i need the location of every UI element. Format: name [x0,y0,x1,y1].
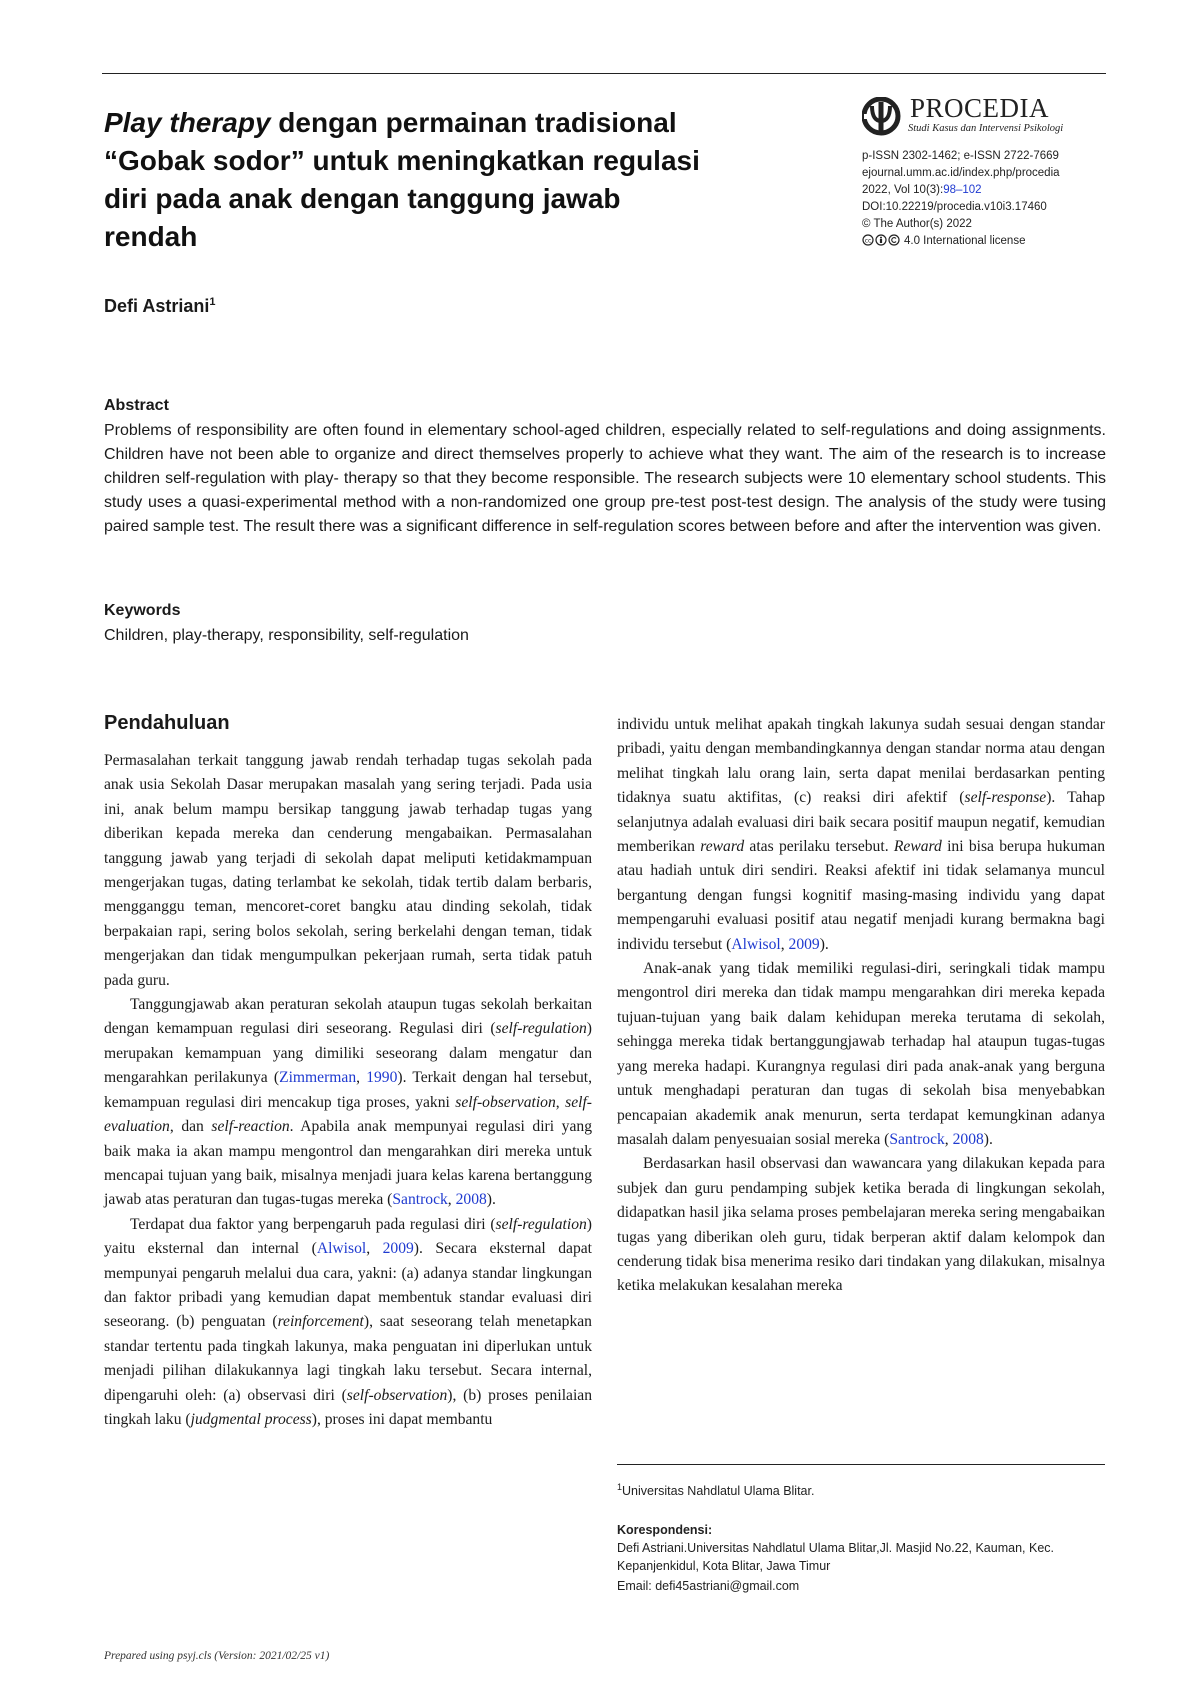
footnote-rule [617,1464,1105,1465]
doi[interactable]: DOI:10.22219/procedia.v10i3.17460 [862,201,1047,213]
paragraph-4: individu untuk melihat apakah tingkah lakunya sudah sesuai dengan standar pribadi, yaitu dengan membandingkannya dengan standar norma atau dengan melihat tingkah lalu orang lain, serta dapat menilai berdasarkan penting tidaknya suatu aktifitas, (c) reaksi diri afektif (self-response). Tahap selanjutnya adalah evaluasi diri baik secara positif maupun negatif, kemudian memberikan reward atas perilaku tersebut. Reward ini bisa berupa hukuman atau hadiah untuk diri sendiri. Reaksi afektif ini tidak selamanya muncul bergantung dengan fungsi kognitif masing-masing individu yang dapat mempengaruhi evaluasi positif atau negatif menjadi kurang bermakna bagi individu tersebut (Alwisol, 2009). [617,716,1105,953]
title-line-4: rendah [104,221,198,252]
citation-link[interactable]: Santrock [392,1191,448,1209]
journal-url[interactable]: ejournal.umm.ac.id/index.php/procedia [862,167,1060,179]
logo-word: PROCEDIA [910,93,1050,123]
top-rule [102,73,1106,74]
issn: p-ISSN 2302-1462; e-ISSN 2722-7669 [862,150,1059,162]
title-line-2: “Gobak sodor” untuk meningkatkan regulasi [104,145,700,176]
license-text: 4.0 International license [904,235,1026,247]
paragraph-2: Tanggungjawab akan peraturan sekolah ataupun tugas sekolah berkaitan dengan kemampuan regulasi diri seseorang. Regulasi diri (self-regulation) merupakan kemampuan yang dimiliki seseorang dalam mengatur dan mengarahkan perilakunya (Zimmerman, 1990). Terkait dengan hal tersebut, kemampuan regulasi diri mencakup tiga proses, yakni self-observation, self-evaluation, dan self-reaction. Apabila anak mempunyai regulasi diri yang baik maka ia akan mampu mengontrol dan mengarahkan diri mereka untuk mencapai tujuan yang baik, misalnya menjadi juara kelas karena bertanggung jawab atas peraturan dan tugas-tugas mereka (Santrock, 2008). [104,996,592,1209]
citation-link[interactable]: 2008 [952,1130,984,1148]
prepared-using-footer: Prepared using psyj.cls (Version: 2021/02/25 v1) [104,1650,330,1662]
citation-link[interactable]: Alwisol [316,1240,367,1258]
license-line [862,233,1112,250]
paragraph-6: Berdasarkan hasil observasi dan wawancara yang dilakukan kepada para subjek dan guru pendamping subjek ketika berada di lingkungan sekolah, didapatkan hasil jika selama proses pembelajaran mereka sering mengabaikan tugas yang diberikan oleh guru, tidak berperan aktif dalam kelompok dan cenderung tidak bisa menerima resiko dari tindakan yang dilakukan, misalnya ketika melakukan kesalahan mereka [617,1155,1105,1295]
volume-line [862,182,1112,199]
citation-link[interactable]: 2009 [788,935,820,953]
section-heading-pendahuluan: Pendahuluan [104,712,230,734]
correspondence-email[interactable]: Email: defi45astriani@gmail.com [617,1579,800,1593]
citation-link[interactable]: 1990 [366,1069,398,1087]
correspondence-heading: Korespondensi: [617,1523,713,1537]
citation-link[interactable]: 2008 [455,1191,487,1209]
affiliation-text: Universitas Nahdlatul Ulama Blitar. [622,1484,815,1499]
citation-link[interactable]: 2009 [382,1240,414,1258]
journal-info [862,93,1112,250]
journal-meta [862,148,1112,250]
author-name [104,296,215,317]
correspondence-block [617,1521,1107,1595]
correspondence-address: Defi Astriani.Universitas Nahdlatul Ulama Blitar,Jl. Masjid No.22, Kauman, Kec. Kepanjenkidul, Kota Blitar, Jawa Timur [617,1541,1054,1573]
abstract-text: Problems of responsibility are often found in elementary school-aged children, especially related to self-regulations and doing assignments. Children have not been able to organize and direct themselves properly to achieve what they want. The aim of the research is to increase children self-regulation with play- therapy so that they become responsible. The research subjects were 10 elementary school students. This study uses a quasi-experimental method with a non-randomized one group pre-test post-test design. The analysis of the study were tusing paired sample test. The result there was a significant difference in self-regulation scores between before and after the intervention was given. [104,422,1106,535]
abstract-heading: Abstract [104,397,169,414]
pages-link[interactable]: 98–102 [943,184,982,196]
journal-logo [862,93,1112,136]
paragraph-1: Permasalahan terkait tanggung jawab rendah terhadap tugas sekolah pada anak usia Sekolah Dasar merupakan masalah yang sering terjadi. Pada usia ini, anak belum mampu bersikap tanggung jawab terhadap tugas yang diberikan kepada mereka dan cenderung mengabaikan. Permasalahan tanggung jawab yang terjadi di sekolah dapat meliputi ketidakmampuan mengerjakan tugas, dating terlambat ke sekolah, tidak tertib dalam berbaris, mengganggu teman, mencoret-coret bangku atau dinding sekolah, tidak berpakaian rapi, sering bolos sekolah, sering berkelahi dengan teman, tidak mengerjakan dan tidak mengumpulkan pekerjaan rumah, serta tidak patuh pada guru. [104,752,592,989]
title-italic-part: Play therapy [104,107,271,138]
author-name-text: Defi Astriani [104,296,210,316]
body-column-left [104,749,592,1432]
paragraph-5: Anak-anak yang tidak memiliki regulasi-diri, seringkali tidak mampu mengontrol diri mereka dan tidak mampu mengarahkan diri mereka kepada tujuan-tujuan yang baik dalam kehidupan mereka terutama di sekolah, sehingga mereka tidak bertanggungjawab terhadap hal ataupun tugas-tugas yang mereka hadapi. Kurangnya regulasi diri pada anak-anak yang berguna untuk menghadapi peraturan dan tugas di sekolah bisa menyebabkan pencapaian akademik anak menurun, serta terdapat kemungkinan adanya masalah dalam penyesuaian sosial mereka (Santrock, 2008). [617,960,1105,1148]
title-line-1: dengan permainan tradisional [270,107,677,138]
citation-link[interactable]: Santrock [889,1130,945,1148]
svg-text:cc: cc [864,237,872,245]
citation-link[interactable]: Alwisol [731,935,781,953]
author-affiliation-mark: 1 [209,296,216,308]
paragraph-3: Terdapat dua faktor yang berpengaruh pada regulasi diri (self-regulation) yaitu eksternal dan internal (Alwisol, 2009). Secara eksternal dapat mempunyai pengaruh melalui dua cara, yakni: (a) adanya standar lingkungan dan faktor pribadi yang kemudian dapat membentuk standar evaluasi diri seseorang. (b) penguatan (reinforcement), saat seseorang telah menetapkan standar tertentu pada tingkah lakunya, maka penguatan ini diperlukan untuk menjadi pilihan dilakukannya lagi tingkah laku tersebut. Secara internal, dipengaruhi oleh: (a) observasi diri (self-observation), (b) proses penilaian tingkah laku (judgmental process), proses ini dapat membantu [104,1215,592,1428]
copyright: © The Author(s) 2022 [862,218,972,230]
creative-commons-icons [862,234,902,246]
title-line-3: diri pada anak dengan tanggung jawab [104,183,621,214]
citation-link[interactable]: Zimmerman [279,1069,357,1087]
procedia-psi-logo-icon [862,97,906,137]
body-column-right [617,713,1105,1299]
keywords-text: Children, play-therapy, responsibility, self-regulation [104,627,469,644]
affiliation-footnote [617,1478,1107,1500]
volume-prefix: 2022, Vol 10(3): [862,184,944,196]
article-title [104,104,784,256]
logo-subtitle: Studi Kasus dan Intervensi Psikologi [908,123,1064,134]
keywords-heading: Keywords [104,602,181,619]
footnote-mark: 1 [617,1482,623,1492]
